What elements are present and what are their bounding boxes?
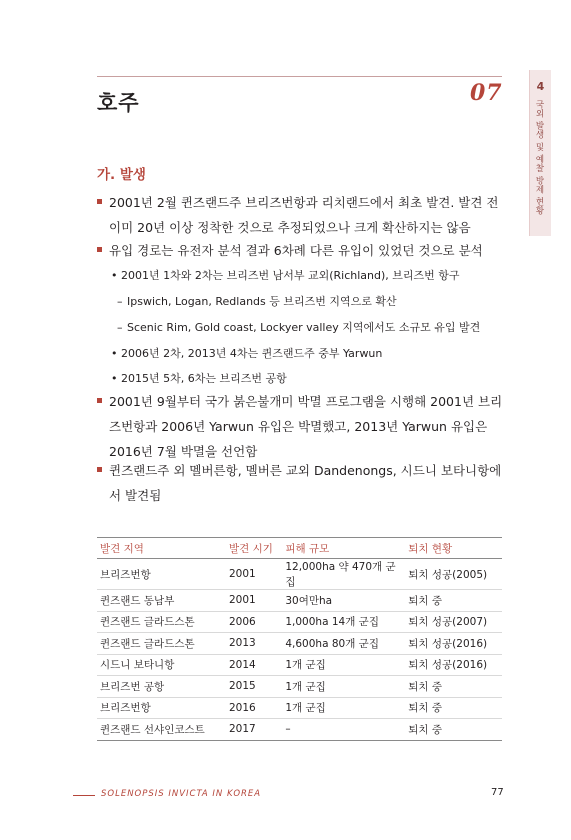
table-row — [97, 654, 502, 676]
sub-item-text: 2001년 1차와 2차는 브리즈번 남서부 교외(Richland), 브리즈번 항구 — [121, 269, 460, 282]
table-cell: 퇴치 중 — [405, 590, 502, 612]
bullet-item — [97, 190, 507, 240]
sub-item-text: 2006년 2차, 2013년 4차는 퀸즈랜드주 중부 Yarwun — [121, 347, 383, 360]
page-number: 77 — [491, 787, 504, 798]
table-cell: 2015 — [226, 676, 282, 698]
table-row — [97, 697, 502, 719]
table-cell: 2001 — [226, 559, 282, 590]
column-header: 피해 규모 — [282, 538, 405, 559]
table-cell: 2013 — [226, 633, 282, 655]
table-cell: 퇴치 중 — [405, 697, 502, 719]
chapter-number: 07 — [470, 80, 503, 106]
table-cell: 퇴치 성공(2007) — [405, 611, 502, 633]
dash-bullet-icon: – — [117, 295, 123, 308]
table-cell: 1개 군집 — [282, 676, 405, 698]
sub-item — [111, 370, 287, 386]
table-cell: 1개 군집 — [282, 697, 405, 719]
table-cell: 퇴치 중 — [405, 676, 502, 698]
table-cell: 퇴치 성공(2016) — [405, 633, 502, 655]
dot-bullet-icon: • — [111, 269, 118, 282]
table-cell: 브리즈번항 — [97, 697, 226, 719]
table-row — [97, 719, 502, 741]
table-cell: 2014 — [226, 654, 282, 676]
table-cell: 퀸즈랜드 글라드스톤 — [97, 633, 226, 655]
section-heading: 가. 발생 — [97, 167, 146, 183]
sub-item-text: Ipswich, Logan, Redlands 등 브리즈번 지역으로 확산 — [127, 295, 397, 308]
table-cell: 12,000ha 약 470개 군집 — [282, 559, 405, 590]
table-cell: 퀸즈랜드 동남부 — [97, 590, 226, 612]
dot-bullet-icon: • — [111, 372, 118, 385]
table-cell: 1,000ha 14개 군집 — [282, 611, 405, 633]
square-bullet-icon — [97, 398, 102, 403]
table-row — [97, 676, 502, 698]
side-tab-number: 4 — [536, 80, 545, 93]
dot-bullet-icon: • — [111, 347, 118, 360]
bullet-text: 유입 경로는 유전자 분석 결과 6차례 다른 유입이 있었던 것으로 분석 — [109, 243, 483, 258]
sub-item — [111, 345, 382, 361]
bullet-item — [97, 458, 507, 508]
table-row — [97, 611, 502, 633]
table-row — [97, 559, 502, 590]
side-tab-text: 국외 발생 및 예찰 방제 현황 — [534, 100, 544, 216]
side-tab — [529, 70, 551, 236]
table-cell: 퀸즈랜드 글라드스톤 — [97, 611, 226, 633]
table-cell: 퇴치 성공(2016) — [405, 654, 502, 676]
bullet-text: 퀸즈랜드주 외 멜버른항, 멜버른 교외 Dandenongs, 시드니 보타니항에서 발견됨 — [109, 463, 502, 503]
sub-item — [117, 319, 480, 335]
detection-table — [97, 537, 502, 741]
column-header: 발견 시기 — [226, 538, 282, 559]
footer-rule — [73, 795, 95, 796]
dash-bullet-icon: – — [117, 321, 123, 334]
table-cell: 퀸즈랜드 선샤인코스트 — [97, 719, 226, 741]
table-cell: 시드니 보타니항 — [97, 654, 226, 676]
sub-item-text: 2015년 5차, 6차는 브리즈번 공항 — [121, 372, 287, 385]
table-cell: 2017 — [226, 719, 282, 741]
bullet-item — [97, 238, 507, 263]
footer-title: SOLENOPSIS INVICTA IN KOREA — [101, 789, 262, 799]
table-cell: 2016 — [226, 697, 282, 719]
bullet-text: 2001년 9월부터 국가 붉은불개미 박멸 프로그램을 시행해 2001년 브리즈번항과 2006년 Yarwun 유입은 박멸했고, 2013년 Yarwun 유입은 2016년 7월 박멸을 선언함 — [109, 394, 503, 459]
bullet-item — [97, 389, 507, 464]
bullet-text: 2001년 2월 퀸즈랜드주 브리즈번항과 리치랜드에서 최초 발견. 발견 전 이미 20년 이상 정착한 것으로 추정되었으나 크게 확산하지는 않음 — [109, 195, 499, 235]
table-row — [97, 590, 502, 612]
page-title: 호주 — [97, 91, 140, 115]
sub-item — [111, 267, 460, 283]
table-cell: 4,600ha 80개 군집 — [282, 633, 405, 655]
column-header: 퇴치 현황 — [405, 538, 502, 559]
table-cell: 30여만ha — [282, 590, 405, 612]
table-cell: 브리즈번항 — [97, 559, 226, 590]
column-header: 발견 지역 — [97, 538, 226, 559]
table-cell: 브리즈번 공항 — [97, 676, 226, 698]
table-cell: – — [282, 719, 405, 741]
square-bullet-icon — [97, 467, 102, 472]
table-row — [97, 633, 502, 655]
table-cell: 2001 — [226, 590, 282, 612]
table-cell: 퇴치 중 — [405, 719, 502, 741]
square-bullet-icon — [97, 199, 102, 204]
table-cell: 퇴치 성공(2005) — [405, 559, 502, 590]
square-bullet-icon — [97, 247, 102, 252]
sub-item — [117, 293, 397, 309]
top-rule — [97, 76, 502, 77]
sub-item-text: Scenic Rim, Gold coast, Lockyer valley 지역에서도 소규모 유입 발견 — [127, 321, 481, 334]
table-cell: 2006 — [226, 611, 282, 633]
table-header-row — [97, 538, 502, 559]
table-cell: 1개 군집 — [282, 654, 405, 676]
